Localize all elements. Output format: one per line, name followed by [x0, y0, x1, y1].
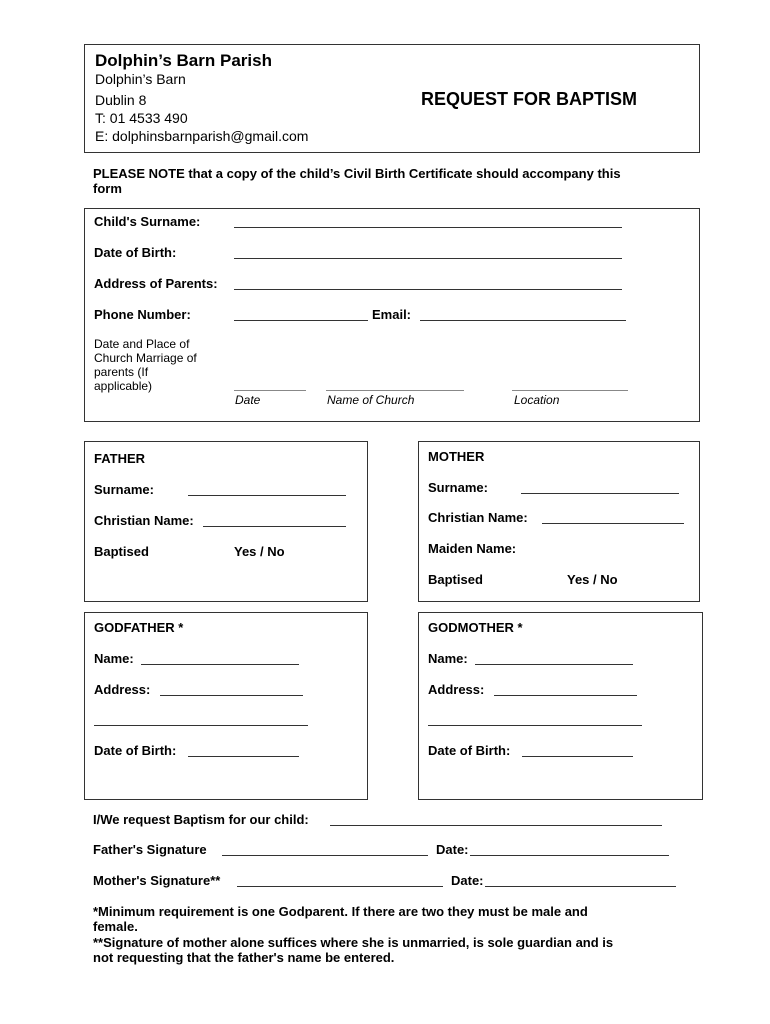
mother-christian-name-field[interactable]	[542, 523, 684, 524]
parish-name: Dolphin’s Barn Parish	[95, 51, 272, 70]
request-child-field[interactable]	[330, 825, 662, 826]
marriage-location-field[interactable]	[512, 390, 628, 391]
church-caption: Name of Church	[327, 393, 415, 407]
father-christian-name-label: Christian Name:	[94, 513, 194, 528]
mother-surname-field[interactable]	[521, 493, 679, 494]
phone-number-field[interactable]	[234, 320, 368, 321]
marriage-label-line-4: applicable)	[94, 379, 153, 393]
marriage-label-line-1: Date and Place of	[94, 337, 190, 351]
mother-baptised-yes-no[interactable]: Yes / No	[567, 572, 618, 587]
phone-number: T: 01 4533 490	[95, 110, 188, 126]
footnote-line-4: not requesting that the father's name be entered.	[93, 950, 395, 965]
note-line-2: form	[93, 181, 122, 196]
marriage-label-line-2: Church Marriage of	[94, 351, 197, 365]
godfather-name-label: Name:	[94, 651, 134, 666]
father-baptised-label: Baptised	[94, 544, 149, 559]
phone-number-label: Phone Number:	[94, 307, 191, 322]
childs-surname-field[interactable]	[234, 227, 622, 228]
godmother-box	[418, 612, 703, 800]
location-caption: Location	[514, 393, 560, 407]
godfather-address-field[interactable]	[160, 695, 303, 696]
godmother-name-label: Name:	[428, 651, 468, 666]
godmother-address-field[interactable]	[494, 695, 637, 696]
email-field[interactable]	[420, 320, 626, 321]
mother-signature-field[interactable]	[237, 886, 443, 887]
footnote-line-2: female.	[93, 919, 138, 934]
godmother-dob-label: Date of Birth:	[428, 743, 511, 758]
request-label: I/We request Baptism for our child:	[93, 812, 309, 827]
father-signature-date-field[interactable]	[470, 855, 669, 856]
marriage-church-field[interactable]	[326, 390, 464, 391]
mother-maiden-name-label: Maiden Name:	[428, 541, 517, 556]
mother-baptised-label: Baptised	[428, 572, 483, 587]
father-surname-field[interactable]	[188, 495, 346, 496]
godfather-address-label: Address:	[94, 682, 151, 697]
header-box	[84, 44, 700, 153]
godmother-address-label: Address:	[428, 682, 485, 697]
godmother-dob-field[interactable]	[522, 756, 633, 757]
date-caption: Date	[235, 393, 261, 407]
form-title: REQUEST FOR BAPTISM	[421, 89, 638, 109]
godfather-dob-label: Date of Birth:	[94, 743, 177, 758]
address-line-2: Dublin 8	[95, 92, 147, 108]
father-christian-name-field[interactable]	[203, 526, 346, 527]
father-signature-date-label: Date:	[436, 842, 469, 857]
address-of-parents-field[interactable]	[234, 289, 622, 290]
mother-surname-label: Surname:	[428, 480, 488, 495]
mother-signature-label: Mother's Signature**	[93, 873, 221, 888]
marriage-date-field[interactable]	[234, 390, 306, 391]
mother-signature-date-field[interactable]	[485, 886, 676, 887]
father-surname-label: Surname:	[94, 482, 154, 497]
godfather-name-field[interactable]	[141, 664, 299, 665]
childs-surname-label: Child's Surname:	[94, 214, 201, 229]
godmother-name-field[interactable]	[475, 664, 633, 665]
father-signature-field[interactable]	[222, 855, 428, 856]
godfather-address-field-line-2[interactable]	[94, 725, 308, 726]
note-line-1: PLEASE NOTE that a copy of the child’s Civil Birth Certificate should accompany this	[93, 166, 621, 181]
date-of-birth-field[interactable]	[234, 258, 622, 259]
godfather-heading: GODFATHER *	[94, 620, 184, 635]
mother-heading: MOTHER	[428, 449, 485, 464]
godmother-heading: GODMOTHER *	[428, 620, 523, 635]
mother-christian-name-label: Christian Name:	[428, 510, 528, 525]
marriage-label-line-3: parents (If	[94, 365, 149, 379]
email-label: Email:	[372, 307, 412, 322]
footnote-line-3: **Signature of mother alone suffices where she is unmarried, is sole guardian and is	[93, 935, 614, 950]
address-of-parents-label: Address of Parents:	[94, 276, 218, 291]
address-line-1: Dolphin’s Barn	[95, 71, 186, 87]
father-signature-label: Father's Signature	[93, 842, 207, 857]
mother-signature-date-label: Date:	[451, 873, 484, 888]
godmother-address-field-line-2[interactable]	[428, 725, 642, 726]
father-heading: FATHER	[94, 451, 146, 466]
date-of-birth-label: Date of Birth:	[94, 245, 177, 260]
godfather-dob-field[interactable]	[188, 756, 299, 757]
father-baptised-yes-no[interactable]: Yes / No	[234, 544, 285, 559]
godfather-box	[84, 612, 368, 800]
email-address: E: dolphinsbarnparish@gmail.com	[95, 128, 309, 144]
footnote-line-1: *Minimum requirement is one Godparent. If there are two they must be male and	[93, 904, 588, 919]
